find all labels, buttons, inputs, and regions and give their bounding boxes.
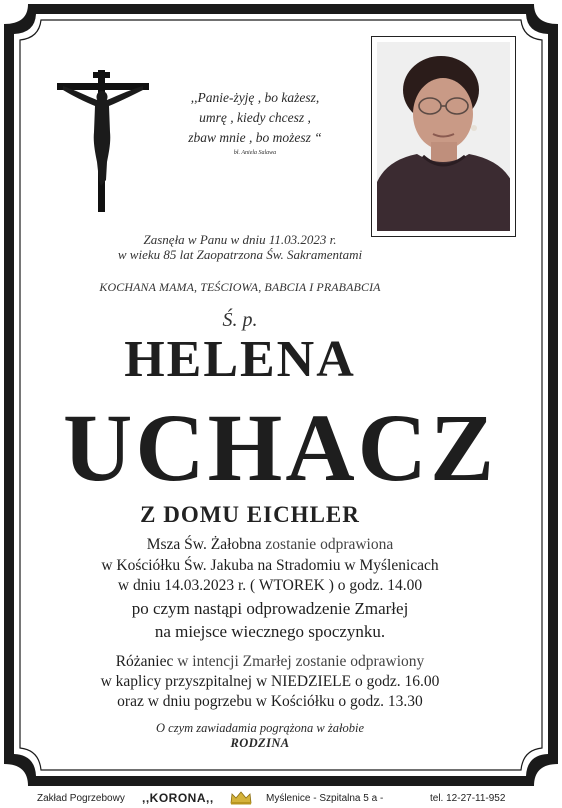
mass-line-4: po czym nastąpi odprowadzenie Zmarłej [131,598,409,618]
portrait-image [377,42,510,231]
mass-line-5: na miejsce wiecznego spoczynku. [154,621,386,641]
family-line: KOCHANA MAMA, TEŚCIOWA, BABCIA I PRABABCIA [99,280,381,294]
rosary-line-2: w kaplicy przyszpitalnej w NIEDZIELE o godz. 16.00 [100,673,440,690]
rosary-line-1: w intencji Zmarłej zostanie odprawiony [173,653,425,670]
crown-icon [230,791,252,805]
rosary-title: Różaniec [115,653,174,670]
footer [0,790,562,808]
rosary-info [40,652,500,712]
first-name: HELENA [124,331,356,388]
last-name: UCHACZ [62,394,497,501]
quote-line: zbaw mnie , bo możesz “ [188,130,322,145]
portrait-photo [371,36,516,237]
mass-line-2: w Kościółku Św. Jakuba na Stradomiu w Myślenicach [101,556,439,574]
mass-line-1: zostanie odprawiona [261,536,394,553]
quote-line: umrę , kiedy chcesz , [199,110,311,125]
mass-info [40,535,500,643]
death-info [70,232,410,262]
quote-line: ,,Panie-żyję , bo każesz, [190,90,320,105]
notice-line: O czym zawiadamia pogrążona w żałobie [156,721,364,735]
company-name: ,,KORONA,, [142,791,214,805]
company-prefix: Zakład Pogrzebowy [37,793,125,804]
mass-title: Msza Św. Żałobna [146,536,262,553]
rosary-line-3: oraz w dniu pogrzebu w Kościółku o godz. 13.30 [117,693,423,710]
crucifix-icon [55,62,151,214]
name-prefix: Ś. p. [222,309,258,331]
death-date-line: Zasnęła w Panu w dniu 11.03.2023 r. [143,232,337,247]
quote-author: bł. Aniela Salawa [233,150,277,156]
death-age-line: w wieku 85 lat Zaopatrzona Św. Sakramentami [117,247,363,262]
notice-signature: RODZINA [230,736,290,750]
company-phone: tel. 12-27-11-952 [430,793,506,804]
mass-line-3: w dniu 14.03.2023 r. ( WTOREK ) o godz. 14.00 [117,577,423,594]
family-notice [90,721,430,751]
quote-block [150,88,360,158]
maiden-name: Z DOMU EICHLER [140,502,360,527]
company-address: Myślenice - Szpitalna 5 a - [266,793,384,804]
